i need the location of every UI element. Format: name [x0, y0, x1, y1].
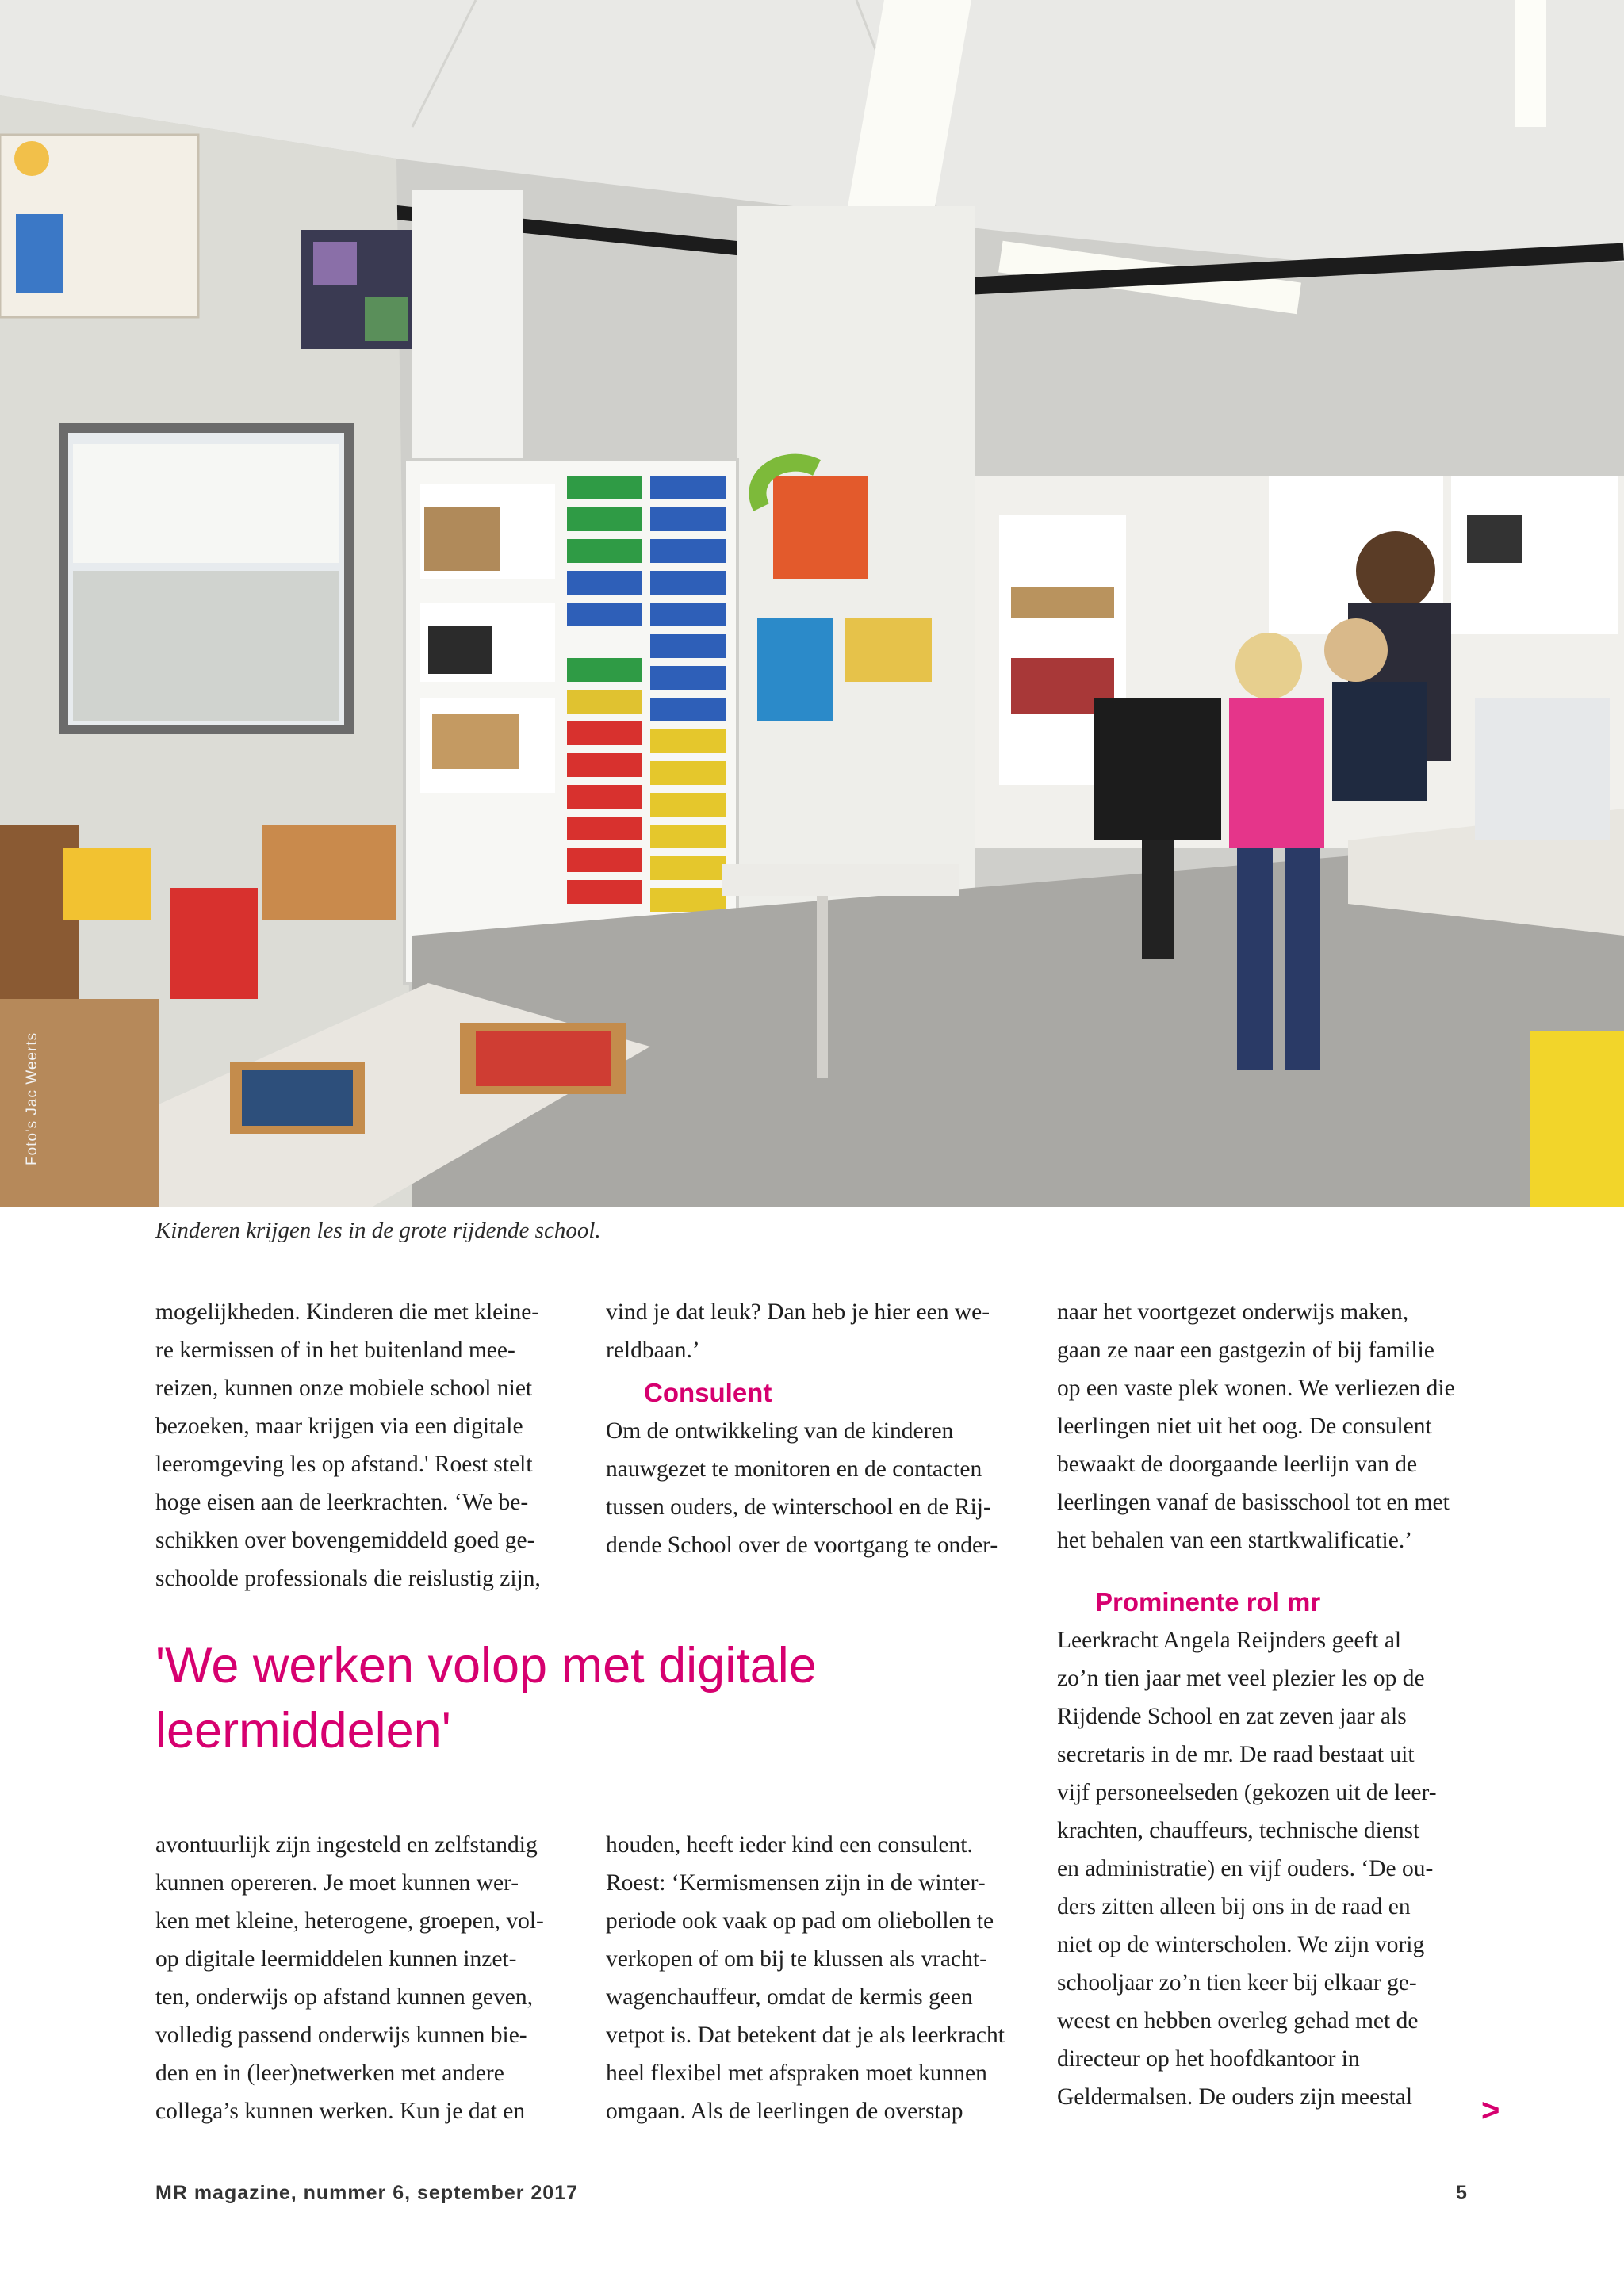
text-line: schoolde professionals die reislustig zijn,	[155, 1566, 541, 1591]
text-line: kunnen opereren. Je moet kunnen wer-	[155, 1870, 519, 1896]
text-line: reldbaan.’	[606, 1337, 700, 1363]
footer-publication: MR magazine, nummer 6, september 2017	[155, 2182, 579, 2204]
text-line: op digitale leermiddelen kunnen inzet-	[155, 1946, 517, 1972]
text-line: leerlingen niet uit het oog. De consulent	[1057, 1414, 1432, 1439]
text-line: collega’s kunnen werken. Kun je dat en	[155, 2099, 526, 2124]
text-line: omgaan. Als de leerlingen de overstap	[606, 2099, 963, 2124]
text-line: krachten, chauffeurs, technische dienst	[1057, 1818, 1420, 1843]
column-2-top	[606, 1293, 1026, 1564]
text-line: leeromgeving les op afstand.' Roest stelt	[155, 1452, 533, 1477]
text-line: Geldermalsen. De ouders zijn meestal	[1057, 2084, 1413, 2110]
text-line: bezoeken, maar krijgen via een digitale	[155, 1414, 523, 1439]
pull-quote	[155, 1633, 988, 1763]
column-1-top	[155, 1293, 576, 1598]
text-line: verkopen of om bij te klussen als vracht-	[606, 1946, 987, 1972]
text-line: vind je dat leuk? Dan heb je hier een we-	[606, 1299, 990, 1325]
text-line: schooljaar zo’n tien keer bij elkaar ge-	[1057, 1970, 1417, 1996]
text-line: zo’n tien jaar met veel plezier les op de	[1057, 1666, 1425, 1691]
text-line: Roest: ‘Kermismensen zijn in de winter-	[606, 1870, 986, 1896]
column-3	[1057, 1293, 1477, 2116]
text-line: Rijdende School en zat zeven jaar als	[1057, 1704, 1407, 1729]
text-line: schikken over bovengemiddeld goed ge-	[155, 1528, 535, 1553]
text-line: houden, heeft ieder kind een consulent.	[606, 1832, 973, 1858]
text-line: ten, onderwijs op afstand kunnen geven,	[155, 1984, 533, 2010]
text-line: Om de ontwikkeling van de kinderen	[606, 1418, 954, 1444]
text-line: leerlingen vanaf de basisschool tot en met	[1057, 1490, 1450, 1515]
text-line: heel flexibel met afspraken moet kunnen	[606, 2061, 987, 2086]
pull-quote-line: 'We werken volop met digitale	[155, 1638, 817, 1693]
photo-credit: Foto's Jac Weerts	[24, 1031, 40, 1165]
text-line: vetpot is. Dat betekent dat je als leerkracht	[606, 2022, 1005, 2048]
text-line: niet op de winterscholen. We zijn vorig	[1057, 1932, 1425, 1957]
photo-caption: Kinderen krijgen les in de grote rijdende school.	[155, 1218, 601, 1243]
column-2-bottom	[606, 1826, 1026, 2130]
text-line: het behalen van een startkwalificatie.’	[1057, 1528, 1413, 1553]
text-line: ken met kleine, heterogene, groepen, vol-	[155, 1908, 544, 1934]
text-line: ders zitten alleen bij ons in de raad en	[1057, 1894, 1411, 1919]
text-line: nauwgezet te monitoren en de contacten	[606, 1456, 982, 1482]
page-number: 5	[1456, 2182, 1467, 2204]
subhead-consulent: Consulent	[644, 1378, 772, 1407]
text-line: re kermissen of in het buitenland mee-	[155, 1337, 515, 1363]
text-line: bewaakt de doorgaande leerlijn van de	[1057, 1452, 1418, 1477]
text-line: mogelijkheden. Kinderen die met kleine-	[155, 1299, 540, 1325]
text-line: periode ook vaak op pad om oliebollen te	[606, 1908, 994, 1934]
text-line: tussen ouders, de winterschool en de Rij-	[606, 1494, 991, 1520]
text-line: naar het voortgezet onderwijs maken,	[1057, 1299, 1409, 1325]
text-line: volledig passend onderwijs kunnen bie-	[155, 2022, 527, 2048]
text-line: avontuurlijk zijn ingesteld en zelfstandig	[155, 1832, 538, 1858]
text-line: op een vaste plek wonen. We verliezen die	[1057, 1376, 1455, 1401]
text-line: vijf personeelseden (gekozen uit de leer-	[1057, 1780, 1437, 1805]
text-line: wagenchauffeur, omdat de kermis geen	[606, 1984, 973, 2010]
pull-quote-line: leermiddelen'	[155, 1703, 451, 1758]
text-line: den en in (leer)netwerken met andere	[155, 2061, 504, 2086]
text-line: en administratie) en vijf ouders. ‘De ou-	[1057, 1856, 1434, 1881]
subhead-prominente-rol: Prominente rol mr	[1095, 1587, 1321, 1617]
text-line: weest en hebben overleg gehad met de	[1057, 2008, 1419, 2034]
text-line: secretaris in de mr. De raad bestaat uit	[1057, 1742, 1415, 1767]
text-line: dende School over de voortgang te onder-	[606, 1533, 998, 1558]
text-line: Leerkracht Angela Reijnders geeft al	[1057, 1628, 1402, 1653]
text-line: hoge eisen aan de leerkrachten. ‘We be-	[155, 1490, 529, 1515]
text-line: gaan ze naar een gastgezin of bij familie	[1057, 1337, 1434, 1363]
continue-arrow-icon: >	[1481, 2093, 1500, 2128]
text-line: reizen, kunnen onze mobiele school niet	[155, 1376, 533, 1401]
text-line: directeur op het hoofdkantoor in	[1057, 2046, 1360, 2072]
column-1-bottom	[155, 1826, 576, 2130]
